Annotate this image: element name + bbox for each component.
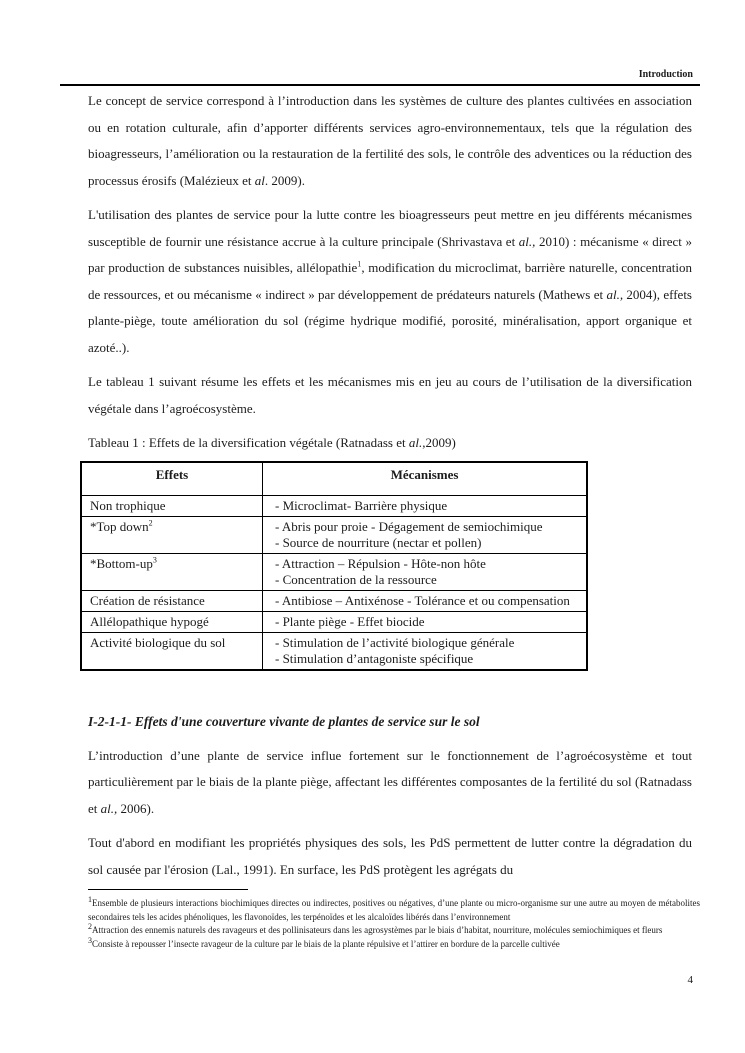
table-row xyxy=(81,632,587,670)
mechanisms-cell xyxy=(263,516,588,553)
page-number: 4 xyxy=(687,974,693,986)
table-header-row xyxy=(81,462,587,496)
mechanism-line: - Abris pour proie - Dégagement de semiochimique xyxy=(275,518,543,534)
effects-table xyxy=(80,461,588,671)
effects-table-head xyxy=(81,462,587,496)
mechanisms-cell xyxy=(263,590,588,611)
footnote xyxy=(88,935,700,952)
mechanism-line: - Antibiose – Antixénose - Tolérance et ou compensation xyxy=(275,592,570,608)
paragraph-proprietes-physiques: Tout d'abord en modifiant les propriétés physiques des sols, les PdS permettent de lutter contre la dégradation du sol causée par l'érosion (Lal., 1991). En surface, les PdS protègent les agrégats du xyxy=(88,835,692,877)
footnote-separator xyxy=(88,889,248,890)
table-header-effets: Effets xyxy=(81,462,263,496)
mechanism-line: - Stimulation de l’activité biologique générale xyxy=(275,634,515,650)
paragraph-introduction-plante: L’introduction d’une plante de service influe fortement sur le fonctionnement de l’agroécosystème et tout particulièrement par le biais de la plante piège, affectant les différentes composantes de la fertilité du sol (Ratnadass et al., 2006). xyxy=(88,747,692,816)
table-row xyxy=(81,590,587,611)
effect-cell: Allélopathique hypogé xyxy=(81,611,263,632)
page-content xyxy=(88,88,692,891)
effects-table-body xyxy=(81,495,587,670)
footnote xyxy=(88,924,700,938)
mechanisms-cell xyxy=(263,553,588,590)
effect-cell: *Top down$^2$ xyxy=(81,516,263,553)
table-row xyxy=(81,611,587,632)
mechanism-line: - Plante piège - Effet biocide xyxy=(275,613,425,629)
footnote-text: Consiste à repousser l’insecte ravageur de la culture par le biais de la plante répulsive et l’attirer en bordure de la parcelle cultivée xyxy=(92,938,560,949)
footnote-text: Attraction des ennemis naturels des ravageurs et des pollinisateurs dans les agrosystèmes par le biais d’habitat, nourriture, molécules semiochimiques et fleurs xyxy=(92,925,663,935)
table-row xyxy=(81,553,587,590)
footnote-number: 3 xyxy=(88,935,92,945)
mechanism-line: - Microclimat- Barrière physique xyxy=(275,497,448,513)
mechanism-line: - Source de nourriture (nectar et pollen) xyxy=(275,534,482,550)
footnotes xyxy=(88,897,700,951)
mechanism-line: - Stimulation d’antagoniste spécifique xyxy=(275,650,474,666)
effect-cell: Non trophique xyxy=(81,495,263,516)
footer-area xyxy=(88,889,700,951)
mechanisms-cell xyxy=(263,495,588,516)
header-rule xyxy=(60,84,700,86)
mechanism-line: - Attraction – Répulsion - Hôte-non hôte xyxy=(275,555,486,571)
mechanisms-cell xyxy=(263,611,588,632)
mechanisms-cell xyxy=(263,632,588,670)
effect-cell: $*Bottom-up^3$ xyxy=(81,553,263,590)
table-caption: Tableau 1 : Effets de la diversification végétale (Ratnadass et al.,2009) xyxy=(88,435,456,450)
table-header-mecanismes: Mécanismes xyxy=(263,462,588,496)
effect-cell: Activité biologique du sol xyxy=(81,632,263,670)
footnote-number: 2 xyxy=(88,922,92,931)
mechanism-line: - Concentration de la ressource xyxy=(275,571,437,587)
footnote-number: 1 xyxy=(88,895,92,904)
footnote xyxy=(88,897,700,924)
table-row xyxy=(81,495,587,516)
running-header: Introduction xyxy=(638,69,693,80)
paragraph-concept-service: Le concept de service correspond à l’introduction dans les systèmes de culture des plantes cultivées en association ou en rotation culturale, afin d’apporter différents services agro-environnementaux, tels que la régulation des bioagresseurs, l’amélioration ou la restauration de la fertilité des sols, le contrôle des adventices ou la réduction des processus érosifs (Malézieux et al. 2009). xyxy=(88,93,692,188)
section-heading: I-2-1-1- Effets d'une couverture vivante de plantes de service sur le sol xyxy=(88,713,480,729)
effect-cell: Création de résistance xyxy=(81,590,263,611)
paragraph-tableau-intro: Le tableau 1 suivant résume les effets et les mécanismes mis en jeu au cours de l’utilisation de la diversification végétale dans l’agroécosystème. xyxy=(88,374,692,416)
footnote-text: Ensemble de plusieurs interactions biochimiques directes ou indirectes, positives ou négatives, d’une plante ou micro-organisme sur une autre au moyen de métabolites secondaires tels les acides phénoliques, les flavonoïdes, les terpénoïdes et les alcaloïdes libérés dans l’environnement xyxy=(88,898,700,922)
table-row xyxy=(81,516,587,553)
paragraph-utilisation-plantes: L'utilisation des plantes de service pour la lutte contre les bioagresseurs peut mettre en jeu différents mécanismes susceptible de fournir une résistance accrue à la culture principale (Shrivastava et al., 2010) : mécanisme « direct » par production de substances nuisibles, allélopathie$^1$, modification du microclimat, barrière naturelle, concentration de ressources, et ou mécanisme « indirect » par développement de prédateurs naturels (Mathews et al., 2004), effets plante-piège, toute amélioration du sol (régime hydrique modifié, porosité, minéralisation, apport organique et azoté..). xyxy=(88,207,693,355)
